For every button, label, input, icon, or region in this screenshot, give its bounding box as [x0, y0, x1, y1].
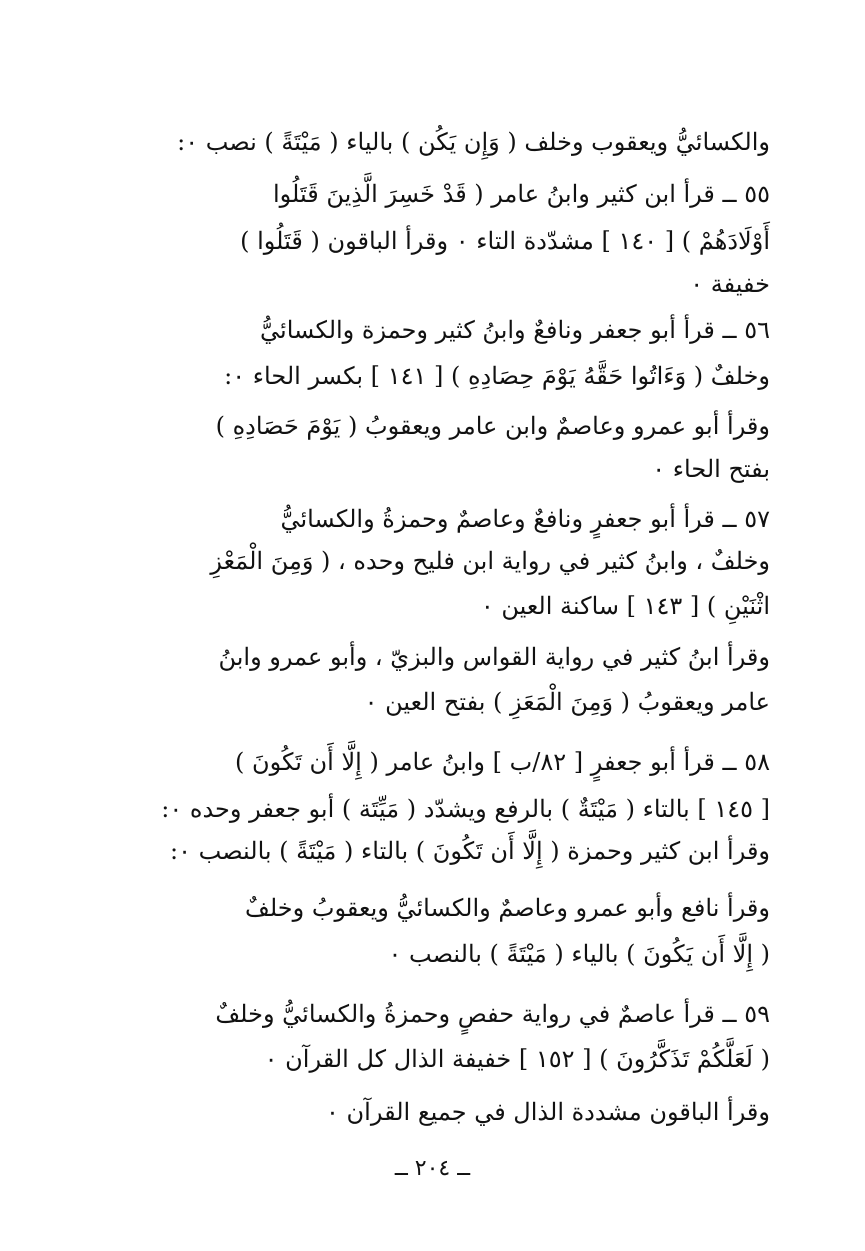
- text-line: اثْنَيْنِ ) [ ١٤٣ ] ساكنة العين ٠: [480, 592, 770, 620]
- text-line: [ ١٤٥ ] بالتاء ( مَيْتَةٌ ) بالرفع ويشدّد ( مَيِّتَة ) أبو جعفر وحده ٠:: [161, 795, 770, 823]
- text-line: ( لَعَلَّكُمْ تَذَكَّرُونَ ) [ ١٥٢ ] خفيفة الذال كل القرآن ٠: [264, 1045, 770, 1073]
- text-line: وقرأ نافع وأبو عمرو وعاصمٌ والكسائيُّ ويعقوبُ وخلفٌ: [245, 894, 770, 922]
- text-line: وخلفٌ ، وابنُ كثير في رواية ابن فليح وحده ، ( وَمِنَ الْمَعْزِ: [210, 547, 770, 575]
- text-line: وقرأ الباقون مشددة الذال في جميع القرآن ٠: [326, 1098, 770, 1126]
- text-line: خفيفة ٠: [690, 270, 770, 298]
- text-line: وقرأ ابنُ كثير في رواية القواس والبزيّ ، وأبو عمرو وابنُ: [218, 643, 770, 671]
- text-line: ٥٦ ــ قرأ أبو جعفر ونافعٌ وابنُ كثير وحمزة والكسائيُّ: [260, 316, 770, 344]
- text-line: عامر ويعقوبُ ( وَمِنَ الْمَعَزِ ) بفتح العين ٠: [364, 688, 770, 716]
- text-line: بفتح الحاء ٠: [652, 455, 770, 483]
- text-line: أَوْلَادَهُمْ ) [ ١٤٠ ] مشدّدة التاء ٠ وقرأ الباقون ( قَتَلُوا ): [240, 227, 770, 255]
- text-line: وقرأ أبو عمرو وعاصمٌ وابن عامر ويعقوبُ ( يَوْمَ حَصَادِهِ ): [215, 412, 770, 440]
- text-line: والكسائيُّ ويعقوب وخلف ( وَإِن يَكُن ) بالياء ( مَيْتَةً ) نصب ٠:: [177, 128, 770, 156]
- text-line: وقرأ ابن كثير وحمزة ( إِلَّا أَن تَكُونَ ) بالتاء ( مَيْتَةً ) بالنصب ٠:: [170, 837, 770, 865]
- page-number: ــ ٢٠٤ ــ: [394, 1156, 471, 1181]
- text-line: ٥٥ ــ قرأ ابن كثير وابنُ عامر ( قَدْ خَسِرَ الَّذِينَ قَتَلُوا: [272, 180, 770, 208]
- text-line: ٥٩ ــ قرأ عاصمٌ في رواية حفصٍ وحمزةُ والكسائيُّ وخلفٌ: [215, 1000, 770, 1028]
- text-line: وخلفٌ ( وَءَاتُوا حَقَّهُ يَوْمَ حِصَادِهِ ) [ ١٤١ ] بكسر الحاء ٠:: [224, 362, 770, 390]
- text-line: ( إِلَّا أَن يَكُونَ ) بالياء ( مَيْتَةً ) بالنصب ٠: [388, 940, 770, 968]
- text-line: ٥٧ ــ قرأ أبو جعفرٍ ونافعٌ وعاصمٌ وحمزةُ والكسائيُّ: [280, 505, 770, 533]
- text-line: ٥٨ ــ قرأ أبو جعفرٍ [ ٨٢/ب ] وابنُ عامر ( إِلَّا أَن تَكُونَ ): [234, 748, 770, 776]
